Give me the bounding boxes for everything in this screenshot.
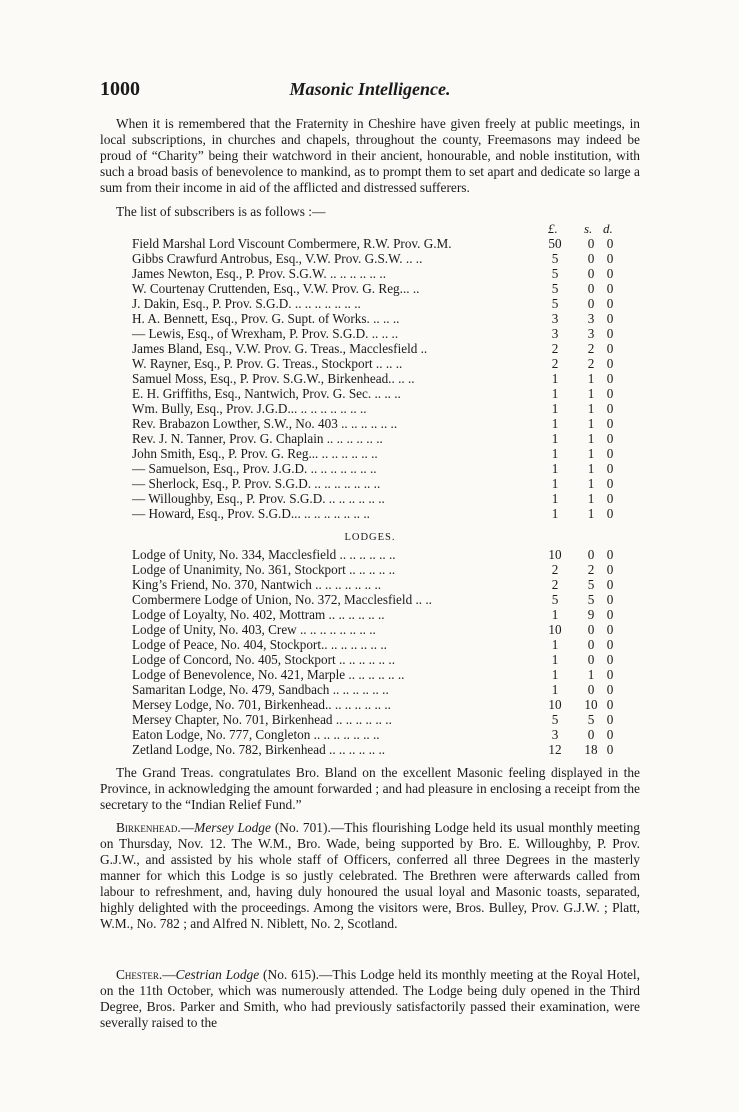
subscriber-row-amount-s: 1: [587, 461, 595, 476]
subscriber-row-amount-d: 0: [606, 281, 614, 296]
subscriber-row: [132, 326, 632, 341]
lodge-row-amount-d: 0: [606, 607, 614, 622]
column-head-pounds: £.: [548, 221, 558, 236]
lodge-row-amount-d: 0: [606, 652, 614, 667]
lodge-row-amount-d: 0: [606, 682, 614, 697]
subscriber-row-amount-s: 1: [587, 371, 595, 386]
subscriber-row-name: — Lewis, Esq., of Wrexham, P. Prov. S.G.D. .. .. ..: [132, 326, 399, 341]
lodge-row-amount-l: 10: [548, 622, 562, 637]
lodge-row-name: Lodge of Loyalty, No. 402, Mottram .. .. .. .. .. ..: [132, 607, 385, 622]
subscriber-row-amount-d: 0: [606, 371, 614, 386]
lodge-row-name: King’s Friend, No. 370, Nantwich .. .. .. .. .. .. ..: [132, 577, 382, 592]
page-header: [100, 78, 640, 102]
chester-place: Chester.: [116, 967, 163, 982]
subscriber-row: [132, 506, 632, 521]
subscriber-row-amount-l: 5: [551, 266, 559, 281]
subscriber-row: [132, 281, 632, 296]
lodge-row-amount-l: 2: [551, 577, 559, 592]
subscriber-row-amount-s: 1: [587, 506, 595, 521]
subscriber-row-amount-d: 0: [606, 461, 614, 476]
lodge-row-amount-l: 5: [551, 592, 559, 607]
lodge-row-name: Mersey Chapter, No. 701, Birkenhead .. .. .. .. .. ..: [132, 712, 392, 727]
lodge-row: [132, 607, 632, 622]
lodge-row-amount-d: 0: [606, 667, 614, 682]
lodge-row-amount-l: 1: [551, 652, 559, 667]
subscriber-row-amount-l: 50: [548, 236, 562, 251]
lodge-row-amount-l: 5: [551, 712, 559, 727]
lodge-row-amount-d: 0: [606, 727, 614, 742]
subscriber-row-name: — Howard, Esq., Prov. S.G.D... .. .. .. .. .. .. ..: [132, 506, 370, 521]
subscriber-row-amount-s: 0: [587, 251, 595, 266]
birkenhead-place: Birkenhead.: [116, 820, 181, 835]
subscriber-row-name: — Willoughby, Esq., P. Prov. S.G.D. .. .. .. .. .. ..: [132, 491, 385, 506]
subscriber-row-amount-d: 0: [606, 446, 614, 461]
subscriber-row-amount-l: 1: [551, 506, 559, 521]
subscriber-row-name: H. A. Bennett, Esq., Prov. G. Supt. of Works. .. .. ..: [132, 311, 400, 326]
lodge-row-amount-s: 10: [584, 697, 598, 712]
lodge-row-amount-s: 9: [587, 607, 595, 622]
subscriber-row-amount-d: 0: [606, 431, 614, 446]
lodge-row: [132, 742, 632, 757]
subscriber-row: [132, 431, 632, 446]
subscriber-row: [132, 446, 632, 461]
subscriber-row-amount-l: 1: [551, 446, 559, 461]
subscriber-row-amount-l: 5: [551, 296, 559, 311]
subscriber-row-amount-s: 0: [587, 236, 595, 251]
subscriber-row-name: James Bland, Esq., V.W. Prov. G. Treas., Macclesfield ..: [132, 341, 428, 356]
lodge-row-amount-s: 5: [587, 712, 595, 727]
subscriber-row: [132, 371, 632, 386]
birkenhead-text: (No. 701).—This flourishing Lodge held its usual monthly meeting on Thursday, Nov. 12. The W.M., Bro. Wade, being supported by Bro. E. Willoughby, P. Prov. G.J.W., and assisted by his whole staff of Officers, conferred all three Degrees in the masterly manner for which this Lodge is so justly celebrated. The Brethren were afterwards called from labour to refreshment, and, having duly honoured the usual loyal and Masonic toasts, separated, highly delighted with the proceedings. Among the visitors were, Bros. Bulley, Prov. G.J.W. ; Platt, W.M., No. 782 ; and Alfred N. Niblett, No. 2, Scotland.: [100, 820, 640, 931]
lodge-row-amount-s: 0: [587, 622, 595, 637]
subscriber-row-amount-l: 1: [551, 386, 559, 401]
subscriber-row-amount-l: 1: [551, 431, 559, 446]
subscriber-row-amount-s: 2: [587, 341, 595, 356]
lodge-row-amount-s: 0: [587, 652, 595, 667]
lodge-row: [132, 652, 632, 667]
subscriber-row-amount-l: 1: [551, 401, 559, 416]
subscriber-row: [132, 251, 632, 266]
subscriber-row-name: Rev. Brabazon Lowther, S.W., No. 403 .. .. .. .. .. ..: [132, 416, 398, 431]
lodge-row-name: Mersey Lodge, No. 701, Birkenhead.. .. .. .. .. .. ..: [132, 697, 391, 712]
birkenhead-lodge: Mersey Lodge: [194, 820, 271, 835]
lodge-row: [132, 622, 632, 637]
subscriber-row: [132, 386, 632, 401]
lodge-row-amount-l: 10: [548, 697, 562, 712]
subscriber-row-amount-d: 0: [606, 476, 614, 491]
subscriber-row-amount-d: 0: [606, 386, 614, 401]
lodge-row-amount-s: 18: [584, 742, 598, 757]
subscriber-row-amount-d: 0: [606, 326, 614, 341]
lodge-row-amount-l: 10: [548, 547, 562, 562]
subscriber-row-amount-l: 1: [551, 461, 559, 476]
subscriber-row-amount-s: 1: [587, 431, 595, 446]
subscriber-row-amount-s: 0: [587, 296, 595, 311]
lodge-row: [132, 547, 632, 562]
subscriber-row-amount-s: 1: [587, 401, 595, 416]
subscriber-row-amount-d: 0: [606, 401, 614, 416]
subscriber-row-name: Rev. J. N. Tanner, Prov. G. Chaplain .. .. .. .. .. ..: [132, 431, 383, 446]
lodge-row-amount-s: 5: [587, 577, 595, 592]
subscriber-row-amount-l: 5: [551, 251, 559, 266]
chester-report: Chester.—Cestrian Lodge (No. 615).—This Lodge held its monthly meeting at the Royal Hotel, on the 11th October, which was numerously attended. The Lodge being duly opened in the Third Degree, Bros. Parker and Smith, who had previously satisfactorily passed their examination, were severally raised to the: [100, 967, 640, 1030]
lodge-row-amount-d: 0: [606, 622, 614, 637]
list-intro: The list of subscribers is as follows :—: [116, 204, 326, 219]
subscriber-row-name: Samuel Moss, Esq., P. Prov. S.G.W., Birkenhead.. .. ..: [132, 371, 415, 386]
subscriber-row-amount-s: 3: [587, 326, 595, 341]
subscriber-row-name: Wm. Bully, Esq., Prov. J.G.D... .. .. .. .. .. .. ..: [132, 401, 367, 416]
subscriber-row-amount-d: 0: [606, 296, 614, 311]
lodge-row-amount-d: 0: [606, 637, 614, 652]
birkenhead-report: Birkenhead.—Mersey Lodge (No. 701).—This flourishing Lodge held its usual monthly meeting on Thursday, Nov. 12. The W.M., Bro. Wade, being supported by Bro. E. Willoughby, P. Prov. G.J.W., and assisted by his whole staff of Officers, conferred all three Degrees in the masterly manner for which this Lodge is so justly celebrated. The Brethren were afterwards called from labour to refreshment, and, having duly honoured the usual loyal and Masonic toasts, separated, highly delighted with the proceedings. Among the visitors were, Bros. Bulley, Prov. G.J.W. ; Platt, W.M., No. 782 ; and Alfred N. Niblett, No. 2, Scotland.: [100, 820, 640, 931]
subscriber-row-amount-s: 1: [587, 476, 595, 491]
subscriber-row: [132, 491, 632, 506]
lodge-row-name: Eaton Lodge, No. 777, Congleton .. .. .. .. .. .. ..: [132, 727, 380, 742]
lodge-row-amount-s: 2: [587, 562, 595, 577]
lodge-row-amount-d: 0: [606, 577, 614, 592]
lodge-row-name: Lodge of Concord, No. 405, Stockport .. .. .. .. .. ..: [132, 652, 395, 667]
lodge-row-amount-d: 0: [606, 547, 614, 562]
lodge-row: [132, 637, 632, 652]
subscriber-row-amount-d: 0: [606, 356, 614, 371]
page-number: 1000: [100, 78, 140, 100]
subscriber-row-amount-l: 2: [551, 341, 559, 356]
subscriber-row-amount-s: 1: [587, 386, 595, 401]
subscriber-row-name: W. Rayner, Esq., P. Prov. G. Treas., Stockport .. .. ..: [132, 356, 403, 371]
lodge-row-amount-d: 0: [606, 592, 614, 607]
subscriber-row-amount-s: 1: [587, 416, 595, 431]
lodge-row-amount-l: 1: [551, 637, 559, 652]
lodge-row-amount-l: 3: [551, 727, 559, 742]
subscriber-row: [132, 236, 632, 251]
subscriber-row-amount-l: 3: [551, 311, 559, 326]
subscriber-row-amount-l: 1: [551, 491, 559, 506]
lodge-row: [132, 562, 632, 577]
lodge-row-name: Lodge of Unity, No. 334, Macclesfield .. .. .. .. .. ..: [132, 547, 396, 562]
lodge-row-amount-l: 1: [551, 607, 559, 622]
subscriber-row-amount-s: 0: [587, 266, 595, 281]
lodge-row-amount-s: 0: [587, 637, 595, 652]
subscriber-row: [132, 476, 632, 491]
lodge-row: [132, 667, 632, 682]
subscriber-row: [132, 266, 632, 281]
lodge-row-name: Lodge of Benevolence, No. 421, Marple .. .. .. .. .. ..: [132, 667, 405, 682]
subscriber-row-name: Gibbs Crawfurd Antrobus, Esq., V.W. Prov. G.S.W. .. ..: [132, 251, 423, 266]
subscriber-row-amount-d: 0: [606, 416, 614, 431]
lodge-row: [132, 592, 632, 607]
subscriber-row-amount-s: 1: [587, 491, 595, 506]
lodge-row-name: Lodge of Unanimity, No. 361, Stockport .. .. .. .. ..: [132, 562, 396, 577]
lodge-row: [132, 727, 632, 742]
subscriber-row: [132, 416, 632, 431]
lodge-row: [132, 712, 632, 727]
subscriber-row-amount-d: 0: [606, 236, 614, 251]
lodge-row-name: Zetland Lodge, No. 782, Birkenhead .. .. .. .. .. ..: [132, 742, 386, 757]
lodge-row-amount-s: 0: [587, 727, 595, 742]
lodge-row-amount-l: 1: [551, 667, 559, 682]
lodge-row: [132, 577, 632, 592]
subscriber-row-amount-s: 0: [587, 281, 595, 296]
subscriber-row-amount-l: 2: [551, 356, 559, 371]
intro-paragraph: When it is remembered that the Fraternity in Cheshire have given freely at public meetings, in local subscriptions, in churches and chapels, throughout the county, Freemasons may indeed be proud of “Charity” being their watchword in their ancient, honourable, and noble institution, with such a broad basis of benevolence to mankind, as to prompt them to set apart and dedicate so large a sum from their income in aid of the afflicted and distressed sufferers.: [100, 116, 640, 195]
subscriber-row-name: James Newton, Esq., P. Prov. S.G.W. .. .. .. .. .. ..: [132, 266, 386, 281]
subscriber-row-name: Field Marshal Lord Viscount Combermere, R.W. Prov. G.M.: [132, 236, 452, 251]
subscriber-row-name: John Smith, Esq., P. Prov. G. Reg... .. .. .. .. .. ..: [132, 446, 378, 461]
lodge-row-name: Combermere Lodge of Union, No. 372, Macclesfield .. ..: [132, 592, 432, 607]
lodges-heading: LODGES.: [344, 532, 396, 543]
lodge-row-amount-d: 0: [606, 562, 614, 577]
lodge-row: [132, 682, 632, 697]
lodge-row-amount-s: 0: [587, 547, 595, 562]
subscriber-row: [132, 296, 632, 311]
subscriber-row-amount-l: 3: [551, 326, 559, 341]
lodge-row-amount-d: 0: [606, 712, 614, 727]
subscriber-row: [132, 356, 632, 371]
subscriber-row: [132, 461, 632, 476]
column-head-pence: d.: [603, 221, 613, 236]
lodge-row-name: Lodge of Peace, No. 404, Stockport.. .. .. .. .. .. ..: [132, 637, 387, 652]
chester-text: (No. 615).—This Lodge held its monthly meeting at the Royal Hotel, on the 11th October, which was numerously attended. The Lodge being duly opened in the Third Degree, Bros. Parker and Smith, who had previously satisfactorily passed their examination, were severally raised to the: [100, 967, 640, 1030]
subscriber-row-amount-l: 5: [551, 281, 559, 296]
lodge-row-amount-s: 0: [587, 682, 595, 697]
subscriber-row: [132, 341, 632, 356]
subscriber-row-name: E. H. Griffiths, Esq., Nantwich, Prov. G. Sec. .. .. ..: [132, 386, 401, 401]
subscriber-row-amount-d: 0: [606, 491, 614, 506]
lodge-row-amount-l: 2: [551, 562, 559, 577]
subscriber-row-amount-s: 3: [587, 311, 595, 326]
subscriber-row-amount-s: 1: [587, 446, 595, 461]
subscriber-row: [132, 311, 632, 326]
lodge-row-amount-l: 12: [548, 742, 562, 757]
lodge-row-amount-l: 1: [551, 682, 559, 697]
subscriber-row-amount-d: 0: [606, 506, 614, 521]
subscriber-row-name: — Sherlock, Esq., P. Prov. S.G.D. .. .. .. .. .. .. ..: [132, 476, 381, 491]
subscriber-row-name: — Samuelson, Esq., Prov. J.G.D. .. .. .. .. .. .. ..: [132, 461, 377, 476]
lodge-row-amount-s: 5: [587, 592, 595, 607]
subscriber-row-amount-d: 0: [606, 311, 614, 326]
lodge-row: [132, 697, 632, 712]
subscriber-row-amount-d: 0: [606, 266, 614, 281]
subscriber-row-amount-s: 2: [587, 356, 595, 371]
subscriber-row-amount-d: 0: [606, 341, 614, 356]
subscriber-row-amount-l: 1: [551, 371, 559, 386]
subscriber-row: [132, 401, 632, 416]
lodge-row-amount-d: 0: [606, 742, 614, 757]
closing-paragraph: The Grand Treas. congratulates Bro. Bland on the excellent Masonic feeling displayed in the Province, in acknowledging the amount forwarded ; and had pleasure in enclosing a receipt from the secretary to the “Indian Relief Fund.”: [100, 765, 640, 812]
lodge-row-name: Lodge of Unity, No. 403, Crew .. .. .. .. .. .. .. ..: [132, 622, 376, 637]
chester-lodge: Cestrian Lodge: [175, 967, 260, 982]
subscriber-row-name: W. Courtenay Cruttenden, Esq., V.W. Prov. G. Reg... ..: [132, 281, 420, 296]
lodge-row-name: Samaritan Lodge, No. 479, Sandbach .. .. .. .. .. ..: [132, 682, 389, 697]
subscriber-row-amount-l: 1: [551, 476, 559, 491]
subscriber-row-amount-l: 1: [551, 416, 559, 431]
subscriber-row-name: J. Dakin, Esq., P. Prov. S.G.D. .. .. .. .. .. .. ..: [132, 296, 361, 311]
lodge-row-amount-s: 1: [587, 667, 595, 682]
lodge-row-amount-d: 0: [606, 697, 614, 712]
running-title: Masonic Intelligence.: [289, 79, 451, 99]
column-head-shillings: s.: [584, 221, 593, 236]
subscriber-row-amount-d: 0: [606, 251, 614, 266]
